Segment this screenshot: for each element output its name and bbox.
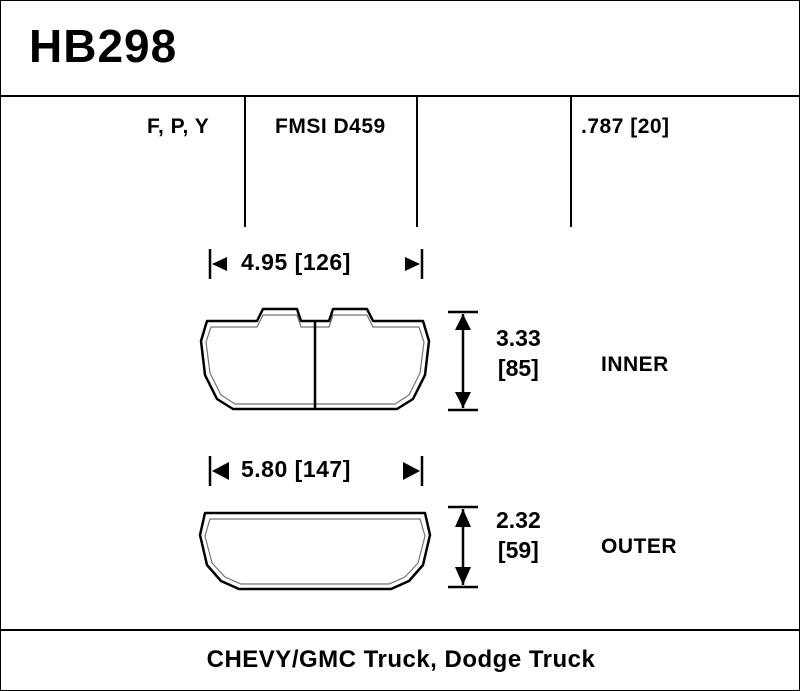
inner-pad-shape [197,301,433,416]
outer-pad-shape [197,499,433,599]
outer-height-value [496,506,541,566]
thickness-value: .787 [20] [581,115,670,138]
vehicle-application-text: CHEVY/GMC Truck, Dodge Truck [206,646,596,673]
outer-width-value: 5.80 [147] [241,456,351,482]
outer-height-inches: 2.32 [496,507,541,533]
page-title: HB298 [29,20,178,72]
fmsi-number: FMSI D459 [275,115,386,138]
inner-height-dimension-line [446,306,480,416]
outer-height-mm: [59] [497,536,539,563]
footer-divider [1,629,800,631]
inner-height-mm: [85] [497,354,539,381]
header-divider [1,95,800,97]
spec-divider-1 [244,97,246,227]
outer-pad-label: OUTER [601,535,677,558]
inner-pad-label: INNER [601,353,669,376]
inner-height-inches: 3.33 [496,325,541,351]
compound-codes: F, P, Y [147,115,210,138]
inner-width-value: 4.95 [126] [241,249,351,275]
spec-divider-2 [416,97,418,227]
outer-height-dimension-line [446,501,480,593]
inner-height-value [496,324,541,384]
spec-divider-3 [570,97,572,227]
